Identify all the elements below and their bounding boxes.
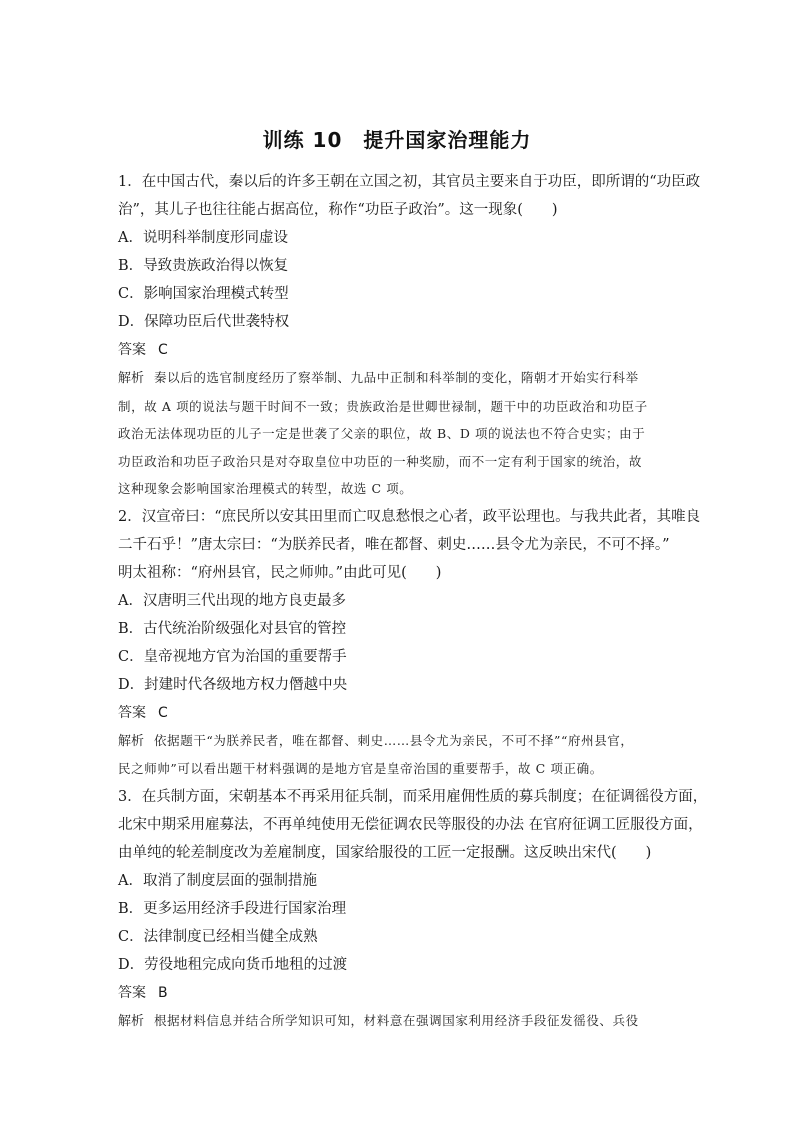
question-3 bbox=[118, 783, 708, 1036]
explanation-label: 解析 bbox=[118, 1013, 145, 1029]
document-body bbox=[118, 168, 708, 1035]
explanation-text: 依据题干“为朕养民者，唯在都督、刺史……县令尤为亲民，不可不择”“府州县官， bbox=[154, 732, 634, 748]
explanation-text: 秦以后的选官制度经历了察举制、九品中正制和科举制的变化，隋朝才开始实行科举 bbox=[154, 370, 639, 385]
option-c: C．皇帝视地方官为治国的重要帮手 bbox=[118, 648, 347, 665]
answer-label: 答案 bbox=[118, 342, 146, 358]
answer-value: C bbox=[158, 342, 168, 358]
question-1 bbox=[118, 168, 701, 503]
explanation-line: 这种现象会影响国家治理模式的转型，故选 C 项。 bbox=[118, 481, 413, 496]
explanation-label: 解析 bbox=[118, 733, 145, 749]
explanation-line bbox=[118, 364, 678, 393]
option-c: C．法律制度已经相当健全成熟 bbox=[118, 928, 318, 945]
option-b: B．更多运用经济手段进行国家治理 bbox=[118, 900, 347, 917]
question-stem-line: 北宋中期采用雇募法，不再单纯使用无偿征调农民等服役的办法 在官府征调工匠服役方面， bbox=[118, 816, 703, 833]
option-b: B．古代统治阶级强化对县官的管控 bbox=[118, 620, 347, 637]
explanation-label: 解析 bbox=[118, 371, 145, 386]
answer-row bbox=[118, 979, 678, 1007]
page-title: 训练 10 提升国家治理能力 bbox=[262, 128, 532, 152]
answer-value: C bbox=[158, 704, 168, 721]
answer-row bbox=[118, 336, 678, 364]
option-d: D．封建时代各级地方权力僭越中央 bbox=[118, 676, 348, 693]
answer-row bbox=[118, 699, 678, 727]
explanation-line: 功臣政治和功臣子政治只是对夺取皇位中功臣的一种奖励，而不一定有利于国家的统治，故 bbox=[118, 453, 643, 469]
option-c: C．影响国家治理模式转型 bbox=[118, 286, 289, 302]
question-stem-line: 由单纯的轮差制度改为差雇制度，国家给服役的工匠一定报酬。这反映出宋代( ) bbox=[118, 844, 652, 861]
explanation-line bbox=[118, 727, 678, 756]
explanation-text: 根据材料信息并结合所学知识可知，材料意在强调国家利用经济手段征发徭役、兵役 bbox=[154, 1012, 639, 1028]
option-a: A．汉唐明三代出现的地方良吏最多 bbox=[118, 592, 346, 609]
explanation-line bbox=[118, 1007, 678, 1036]
answer-label: 答案 bbox=[118, 704, 146, 721]
explanation-line: 民之师帅”可以看出题干材料强调的是地方官是皇帝治国的重要帮手，故 C 项正确。 bbox=[118, 761, 603, 776]
question-2 bbox=[118, 503, 701, 783]
answer-label: 答案 bbox=[118, 984, 146, 1001]
explanation-line: 制，故 A 项的说法与题干时间不一致；贵族政治是世卿世禄制，题干中的功臣政治和功臣子 bbox=[118, 398, 648, 414]
question-stem-line: 3．在兵制方面，宋朝基本不再采用征兵制，而采用雇佣性质的募兵制度；在征调徭役方面， bbox=[118, 788, 708, 805]
explanation-line: 政治无法体现功臣的儿子一定是世袭了父亲的职位，故 B、D 项的说法也不符合史实；由于 bbox=[118, 426, 646, 441]
question-stem-line: 明太祖称：“府州县官，民之师帅。”由此可见( ) bbox=[118, 564, 442, 581]
option-b: B．导致贵族政治得以恢复 bbox=[118, 258, 289, 274]
question-stem-line: 二千石乎！”唐太宗曰：“为朕养民者，唯在都督、刺史……县令尤为亲民，不可不择。” bbox=[118, 536, 670, 553]
question-stem-line: 2．汉宣帝曰：“庶民所以安其田里而亡叹息愁恨之心者，政平讼理也。与我共此者，其唯良 bbox=[118, 508, 701, 525]
question-stem-line: 1．在中国古代，秦以后的许多王朝在立国之初，其官员主要来自于功臣，即所谓的“功臣政 bbox=[118, 174, 701, 190]
option-d: D．劳役地租完成向货币地租的过渡 bbox=[118, 956, 348, 973]
option-d: D．保障功臣后代世袭特权 bbox=[118, 314, 290, 330]
question-stem-line: 治”，其儿子也往往能占据高位，称作“功臣子政治”。这一现象( ) bbox=[118, 202, 558, 218]
answer-value: B bbox=[158, 984, 168, 1001]
option-a: A．说明科举制度形同虚设 bbox=[118, 230, 288, 246]
option-a: A．取消了制度层面的强制措施 bbox=[118, 872, 317, 889]
